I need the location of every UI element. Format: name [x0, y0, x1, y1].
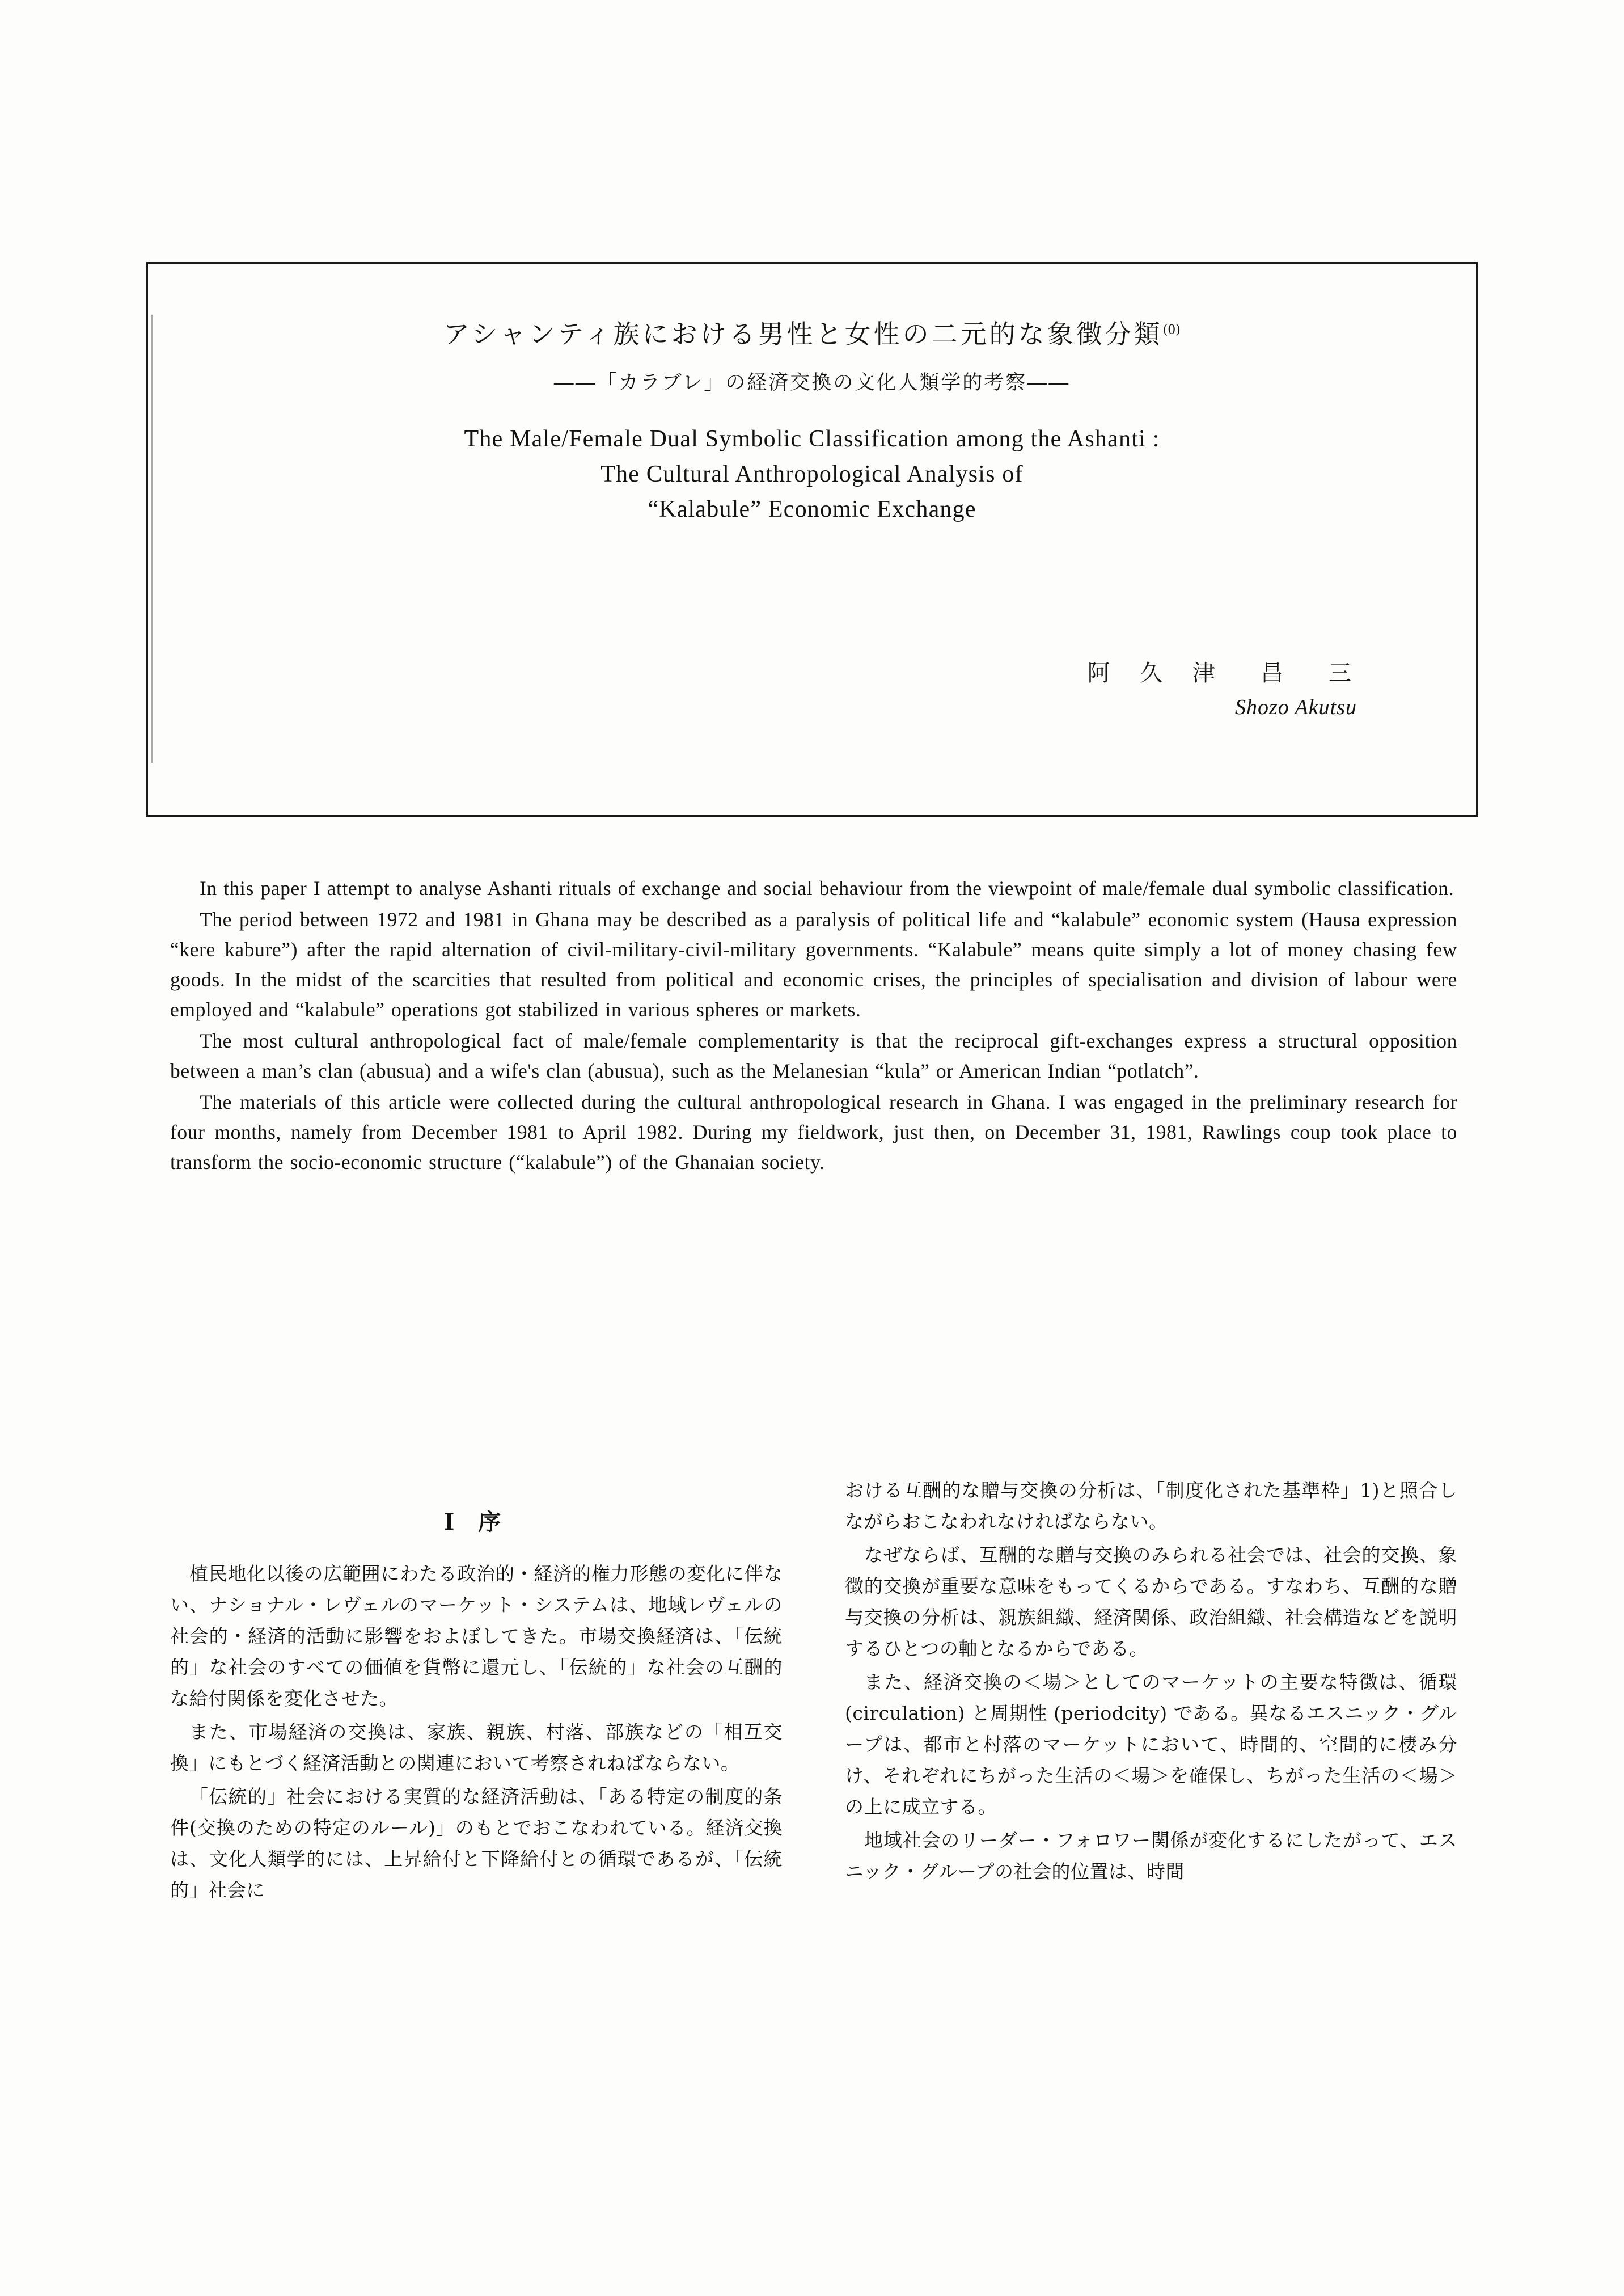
body-paragraph: 地域社会のリーダー・フォロワー関係が変化するにしたがって、エスニック・グループの社会的位置は、時間: [845, 1829, 1457, 1883]
abstract-paragraph: The most cultural anthropological fact of male/female complementarity is that the reciprocal gift-exchanges express a structural opposition between a man’s clan (abusua) and a wife's clan (abusua), such as the Melanesian “kula” or American Indian “potlatch”.: [170, 1029, 1457, 1082]
abstract-paragraph: The materials of this article were collected during the cultural anthropological research in Ghana. I was engaged in the preliminary research for four months, namely from December 1981 to April 1982. During my fieldwork, just then, on December 31, 1981, Rawlings coup took place to transform the socio-economic structure (“kalabule”) of the Ghanaian society.: [170, 1091, 1457, 1174]
body-columns: [170, 1475, 1457, 2218]
body-paragraph: おける互酬的な贈与交換の分析は、「制度化された基準枠」1)と照合しながらおこなわれなければならない。: [845, 1479, 1457, 1533]
english-title-line-1: The Male/Female Dual Symbolic Classification among the Ashanti :: [464, 426, 1160, 452]
english-title-line-2: The Cultural Anthropological Analysis of: [600, 461, 1024, 487]
japanese-title: [148, 314, 1476, 351]
body-paragraph: また、市場経済の交換は、家族、親族、村落、部族などの「相互交換」にもとづく経済活動との関連において考察されねばならない。: [170, 1721, 783, 1774]
english-title: [216, 421, 1408, 527]
abstract: [170, 873, 1457, 1179]
author-name-romanized: Shozo Akutsu: [1234, 695, 1357, 719]
abstract-paragraph: In this paper I attempt to analyse Ashanti rituals of exchange and social behaviour from the viewpoint of male/female dual symbolic classification.: [200, 877, 1454, 900]
body-paragraph: また、経済交換の＜場＞としてのマーケットの主要な特徴は、循環 (circulation) と周期性 (periodcity) である。異なるエスニック・グループは、都市と村落のマーケットにおいて、時間的、空間的に棲み分け、それぞれにちがった生活の＜場＞を確保し、ちがった生活の＜場＞の上に成立する。: [845, 1671, 1457, 1818]
japanese-title-text: アシャンティ族における男性と女性の二元的な象徴分類: [443, 319, 1163, 349]
body-paragraph: なぜならば、互酬的な贈与交換のみられる社会では、社会的交換、象徴的交換が重要な意味をもってくるからである。すなわち、互酬的な贈与交換の分析は、親族組織、経済関係、政治組織、社会構造などを説明するひとつの軸となるからである。: [845, 1544, 1457, 1660]
title-frame: [146, 262, 1478, 817]
section-heading: I 序: [443, 1509, 509, 1535]
author-name-japanese: 阿 久 津 昌 三: [1087, 660, 1363, 686]
english-title-line-3: “Kalabule” Economic Exchange: [648, 496, 976, 522]
body-paragraph: 「伝統的」社会における実質的な経済活動は、「ある特定の制度的条件(交換のための特定のルール)」のもとでおこなわれている。経済交換は、文化人類学的には、上昇給付と下降給付との循環であるが、「伝統的」社会に: [170, 1786, 783, 1901]
body-paragraph: 植民地化以後の広範囲にわたる政治的・経済的権力形態の変化に伴ない、ナショナル・レヴェルのマーケット・システムは、地域レヴェルの社会的・経済的活動に影響をおよぼしてきた。市場交換経済は、「伝統的」な社会のすべての価値を貨幣に還元し、「伝統的」な社会の互酬的な給付関係を変化させた。: [170, 1563, 783, 1710]
body-column-left: [170, 1475, 783, 1908]
body-column-right: [845, 1475, 1457, 1889]
japanese-subtitle: ――「カラブレ」の経済交換の文化人類学的考察――: [553, 372, 1071, 394]
abstract-paragraph: The period between 1972 and 1981 in Ghana may be described as a paralysis of political life and “kalabule” economic system (Hausa expression “kere kabure”) after the rapid alternation of civil-military-civil-military governments. “Kalabule” means quite simply a lot of money chasing few goods. In the midst of the scarcities that resulted from political and economic crises, the principles of specialisation and division of labour were employed and “kalabule” operations got stabilized in various spheres or markets.: [170, 908, 1457, 1021]
title-footnote-marker: (0): [1162, 323, 1181, 337]
